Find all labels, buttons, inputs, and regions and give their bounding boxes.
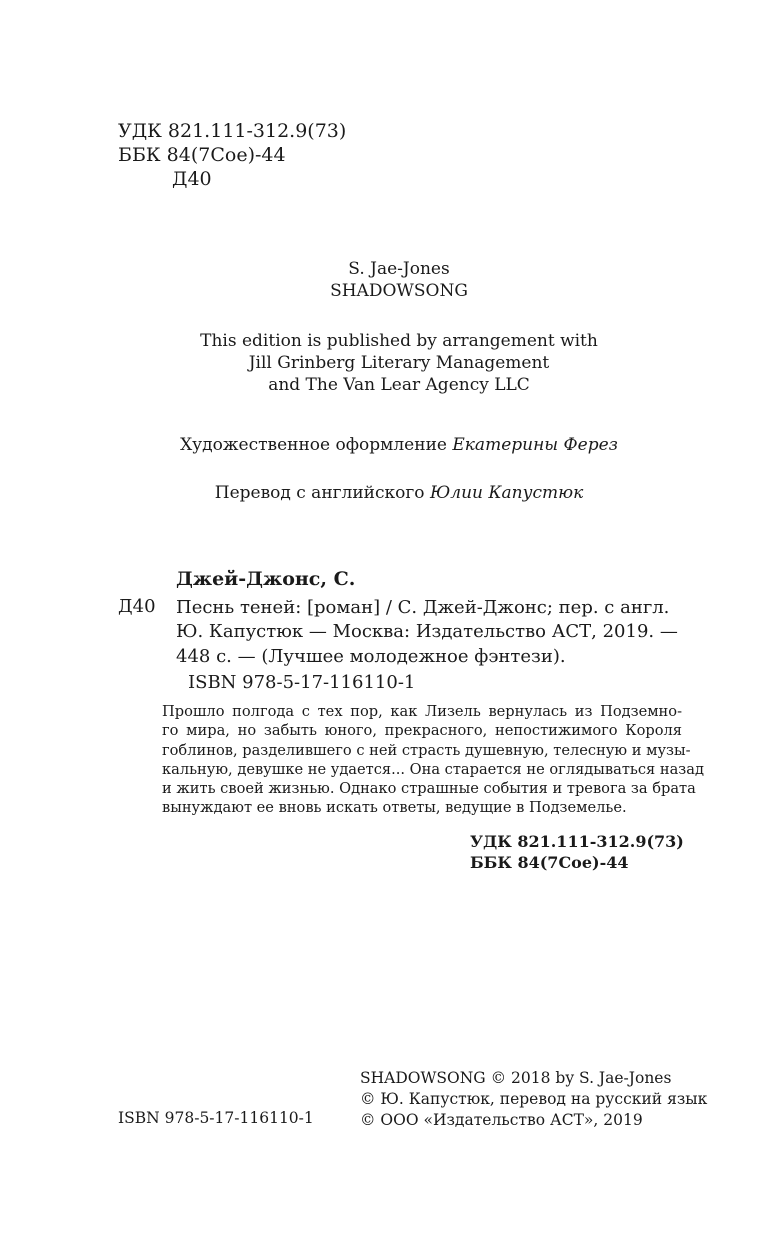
design-credit — [0, 434, 768, 456]
classification-footer — [470, 832, 684, 874]
isbn-bottom: ISBN 978-5-17-116110-1 — [118, 1109, 314, 1127]
bibliographic-description — [176, 596, 696, 669]
bbk-code: ББК 84(7Сое)-44 — [118, 143, 286, 166]
annotation-line: кальную, девушке не удается... Она старается не оглядываться назад — [162, 760, 704, 778]
copyright-line: © Ю. Капустюк, перевод на русский язык — [360, 1089, 708, 1108]
annotation-line: гоблинов, разделившего с ней страсть душевную, телесную и музы- — [162, 741, 691, 759]
edition-note-line: and The Van Lear Agency LLC — [268, 375, 530, 396]
bibliographic-line: Ю. Капустюк — Москва: Издательство АСТ, 2019. — — [176, 621, 678, 643]
edition-note — [0, 330, 768, 396]
original-title-block — [0, 258, 768, 302]
translation-credit-label: Перевод с английского — [214, 483, 430, 503]
annotation-line: вынуждают ее вновь искать ответы, ведущие в Подземелье. — [162, 799, 627, 817]
edition-note-line: This edition is published by arrangement with — [200, 331, 598, 351]
translation-credit-name: Юлии Капустюк — [429, 483, 584, 503]
bibliographic-code: Д40 — [118, 596, 156, 617]
classification-header — [118, 120, 346, 191]
udk-code-bottom: УДК 821.111-312.9(73) — [470, 832, 684, 851]
design-credit-label: Художественное оформление — [180, 435, 453, 455]
bibliographic-author-heading: Джей-Джонс, С. — [176, 568, 356, 590]
edition-note-line: Jill Grinberg Literary Management — [248, 353, 550, 374]
bibliographic-line: 448 с. — (Лучшее молодежное фэнтези). — [176, 645, 566, 667]
annotation-line: го мира, но забыть юного, прекрасного, непостижимого Короля — [162, 722, 682, 740]
copyright-block — [360, 1068, 707, 1131]
annotation-line: и жить своей жизнью. Однако страшные события и тревога за брата — [162, 780, 696, 797]
translation-credit — [0, 482, 768, 504]
copyright-line: SHADOWSONG © 2018 by S. Jae-Jones — [360, 1069, 672, 1087]
author-sign: Д40 — [172, 167, 212, 190]
annotation-line: Прошло полгода с тех пор, как Лизель вернулась из Подземно- — [162, 703, 682, 720]
copyright-line: © ООО «Издательство АСТ», 2019 — [360, 1110, 643, 1129]
original-author: S. Jae-Jones — [348, 259, 450, 279]
original-title: SHADOWSONG — [330, 281, 468, 302]
design-credit-name: Екатерины Ферез — [452, 435, 618, 455]
isbn-main: ISBN 978-5-17-116110-1 — [188, 672, 416, 693]
bibliographic-line: Песнь теней: [роман] / С. Джей-Джонс; пер. с англ. — [176, 597, 670, 618]
annotation — [162, 702, 704, 818]
bbk-code-bottom: ББК 84(7Сое)-44 — [470, 852, 629, 872]
udk-code: УДК 821.111-312.9(73) — [118, 120, 347, 142]
